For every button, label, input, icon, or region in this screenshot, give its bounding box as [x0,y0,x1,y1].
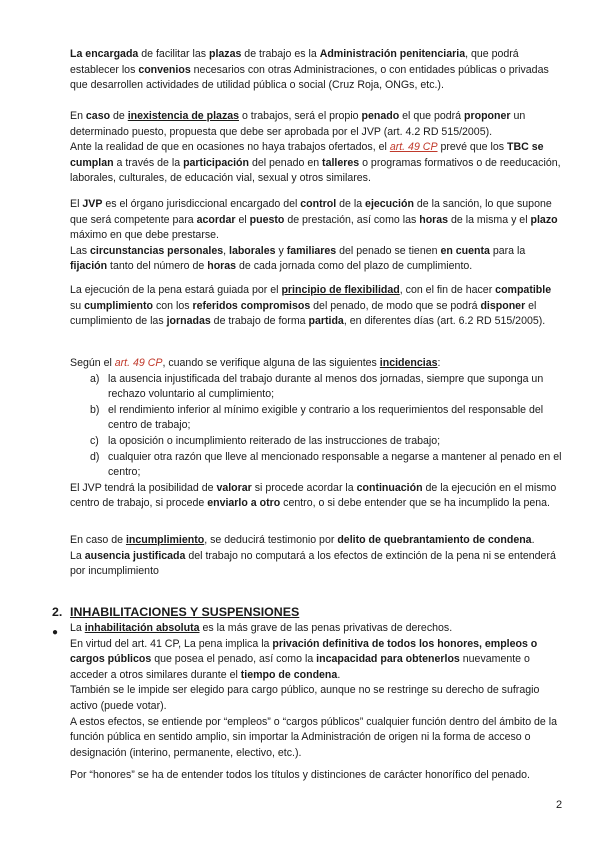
paragraph-flexibilidad: La ejecución de la pena estará guiada por el principio de flexibilidad, con el fin de hacer compatible su cumplimiento con los referidos compromisos del penado, de modo que se podrá disponer el cumplimiento de las jornadas de trabajo de forma partida, en diferentes días (art. 6.2 RD 515/2005). [70,284,552,328]
incidencias-list [70,372,565,481]
bullet-icon: ● [52,627,59,638]
list-item: a) la ausencia injustificada del trabajo durante al menos dos jornadas, siempre que suponga un rechazo voluntario al cumplimiento; [90,372,544,401]
paragraph-honores: Por “honores” se ha de entender todos los títulos y distinciones de carácter honorífico del penado. [70,769,530,781]
list-item: d) cualquier otra razón que lleve al mencionado responsable a negarse a mantener al penado en el centro; [90,450,562,479]
paragraph-inhabilitacion: La inhabilitación absoluta es la más grave de las penas privativas de derechos. En virtud del art. 41 CP, La pena implica la privación definitiva de todos los honores, empleos o cargos públicos que posea el penado, así como la incapacidad para obtenerlos nuevamente o acceder a otros similares durante el tiempo de condena. También se le impide ser elegido para cargo público, aunque no se restringe su derecho de sufragio activo (puede votar). A estos efectos, se entiende por “empleos” o “cargos públicos” cualquier función dentro del ámbito de la función pública en sentido amplio, sin importar la Administración de origen ni la forma de acceso o designación (interino, permanente, electivo, etc.). [70,622,558,759]
paragraph-inexistencia: En caso de inexistencia de plazas o trabajos, será el propio penado el que podrá proponer un determinado puesto, propuesta que debe ser aprobada por el JVP (art. 4.2 RD 515/2005). Ante la realidad de que en ocasiones no haya trabajos ofertados, el art. 49 CP prevé que los TBC se cumplan a través de la participación del penado en talleres o programas formativos o de reeducación, laborales, culturales, de educación vial, sexual y otros similares. [70,110,561,185]
paragraph-jvp: El JVP es el órgano jurisdiccional encargado del control de la ejecución de la sanción, lo que supone que será competente para acordar el puesto de prestación, así como las horas de la misma y el plazo máximo en que debe prestarse. Las circunstancias personales, laborales y familiares del penado se tienen en cuenta para la fijación tanto del número de horas de cada jornada como del plazo de cumplimiento. [70,198,558,273]
list-item: c) la oposición o incumplimiento reiterado de las instrucciones de trabajo; [90,434,441,447]
list-item: b) el rendimiento inferior al mínimo exigible y contrario a los requerimientos del responsable del centro de trabajo; [90,403,544,432]
page-number: 2 [556,799,563,811]
citation-link[interactable]: art. 49 CP [114,357,163,369]
section-heading: 2. INHABILITACIONES Y SUSPENSIONES [52,605,300,619]
citation-link[interactable]: art. 49 CP [389,141,438,154]
paragraph-incumplimiento: En caso de incumplimiento, se deducirá testimonio por delito de quebrantamiento de condena. La ausencia justificada del trabajo no computará a los efectos de extinción de la pena ni se entenderá por incumplimiento [70,534,556,578]
paragraph-encargada: La encargada de facilitar las plazas de trabajo es la Administración penitenciaria, que podrá establecer los convenios necesarios con otras Administraciones, o con entidades públicas o privadas que desarrollen actividades de utilidad pública o social (Cruz Roja, ONGs, etc.). [70,48,549,92]
paragraph-incidencias: Según el art. 49 CP, cuando se verifique alguna de las siguientes incidencias: a) la ausencia injustificada del trabajo durante al menos dos jornadas, siempre que suponga un rechazo voluntario al cumplimiento; b) el rendimiento inferior al mínimo exigible y contrario a los requerimientos del responsable del centro de trabajo; c) la oposición o incumplimiento reiterado de las instrucciones de trabajo; d) cualquier otra razón que lleve al mencionado responsable a negarse a mantener al penado en el centro; El JVP tendrá la posibilidad de valorar si procede acordar la continuación de la ejecución en el mismo centro de trabajo, si procede enviarlo a otro centro, o si debe entender que se ha incumplido la pena. [70,356,565,512]
